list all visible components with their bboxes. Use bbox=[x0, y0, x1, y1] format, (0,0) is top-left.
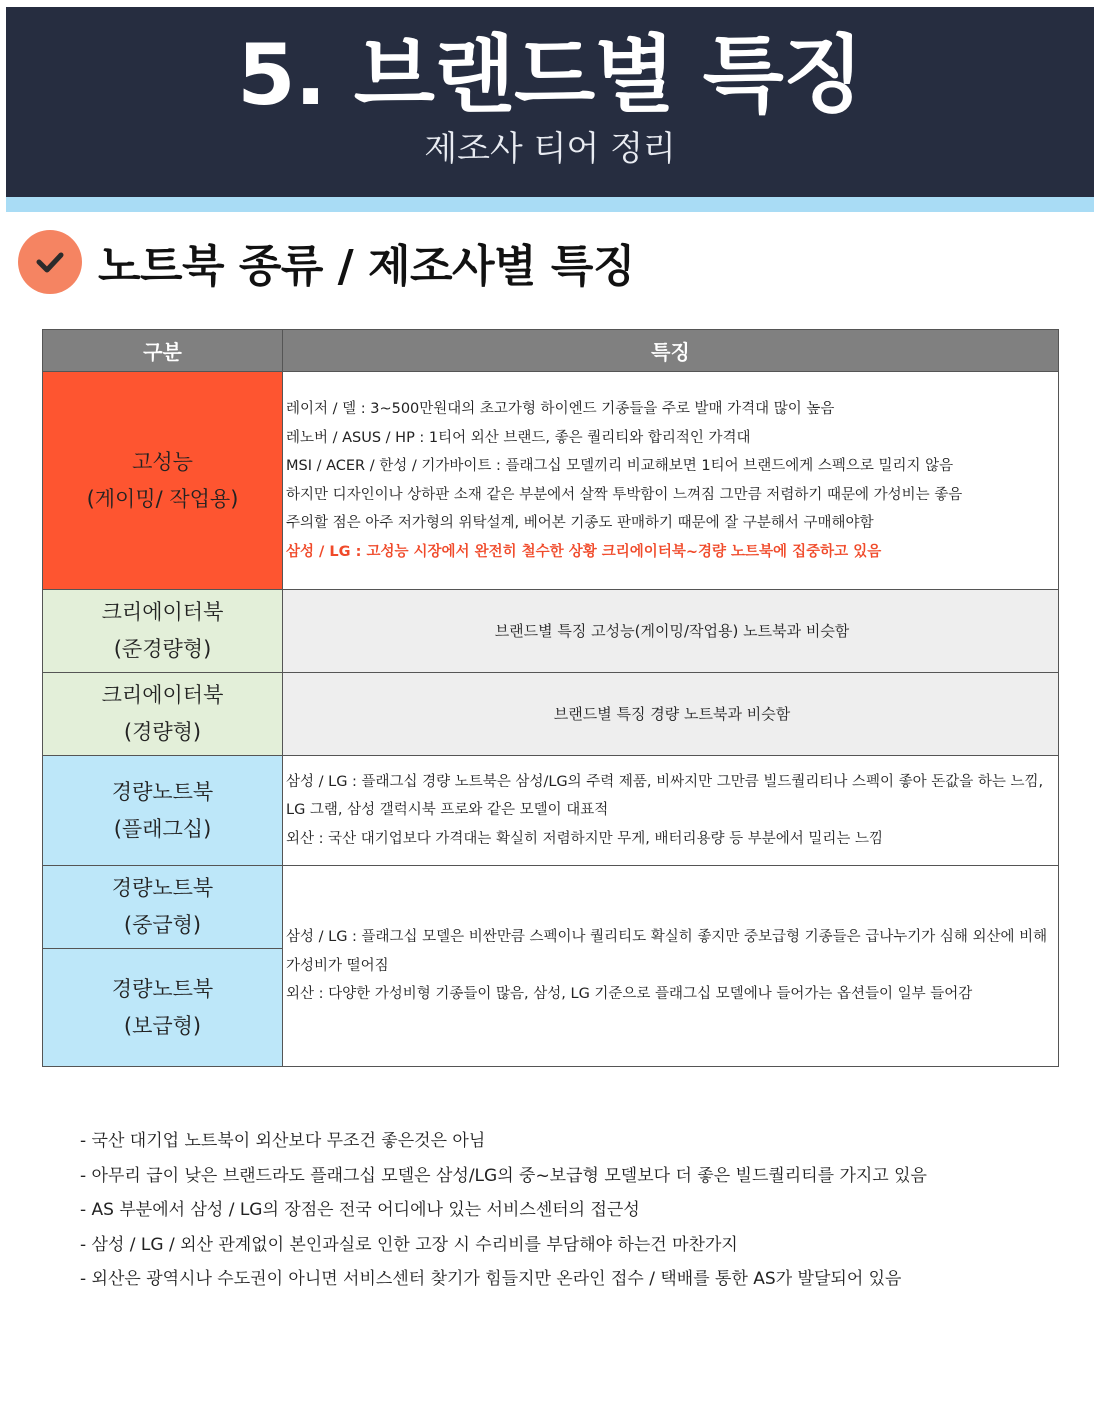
note-item: - 외산은 광역시나 수도권이 아니면 서비스센터 찾기가 힘들지만 온라인 접수 / 택배를 통한 AS가 발달되어 있음 bbox=[80, 1269, 902, 1289]
category-cell bbox=[43, 949, 283, 1067]
category-type: (준경량형) bbox=[113, 637, 212, 661]
note-item: - AS 부분에서 삼성 / LG의 장점은 전국 어디에나 있는 서비스센터의 접근성 bbox=[80, 1200, 640, 1220]
category-type: (보급형) bbox=[123, 1013, 202, 1038]
feature-cell-merged bbox=[283, 866, 1059, 1067]
category-name: 고성능 bbox=[132, 449, 193, 474]
category-cell bbox=[43, 673, 283, 756]
feature-cell: 브랜드별 특징 경량 노트북과 비슷함 bbox=[283, 673, 1059, 756]
table-row bbox=[43, 590, 1059, 673]
section-title: 노트북 종류 / 제조사별 특징 bbox=[98, 241, 635, 292]
page-title: 5. 브랜드별 특징 bbox=[237, 26, 863, 124]
feature-line: 외산 : 국산 대기업보다 가격대는 확실히 저렴하지만 무게, 배터리용량 등 부분에서 밀리는 느낌 bbox=[286, 830, 884, 847]
category-cell bbox=[43, 756, 283, 866]
table-header-row bbox=[43, 330, 1059, 372]
category-name: 경량노트북 bbox=[111, 779, 214, 804]
feature-highlight: 삼성 / LG : 고성능 시장에서 완전히 철수한 상황 크리에이터북~경량 노트북에 집중하고 있음 bbox=[286, 543, 882, 560]
category-type: (중급형) bbox=[123, 913, 202, 937]
note-item: - 국산 대기업 노트북이 외산보다 무조건 좋은것은 아님 bbox=[80, 1131, 486, 1151]
table-row bbox=[43, 756, 1059, 866]
note-item: - 아무리 급이 낮은 브랜드라도 플래그십 모델은 삼성/LG의 중~보급형 모델보다 더 좋은 빌드퀄리티를 가지고 있음 bbox=[80, 1165, 927, 1186]
feature-line: 삼성 / LG : 플래그십 경량 노트북은 삼성/LG의 주력 제품, 비싸지만 그만큼 빌드퀄리티나 스펙이 좋아 돈값을 하는 느낌, LG 그램, 삼성 갤럭시북 프로와 같은 모델이 대표적 bbox=[286, 773, 1044, 819]
page-subtitle: 제조사 티어 정리 bbox=[424, 129, 676, 169]
feature-line: 주의할 점은 아주 저가형의 위탁설계, 베어본 기종도 판매하기 때문에 잘 구분해서 구매해야함 bbox=[286, 515, 874, 531]
feature-line: MSI / ACER / 한성 / 기가바이트 : 플래그십 모델끼리 비교해보면 1티어 브랜드에게 스펙으로 밀리지 않음 bbox=[286, 458, 954, 474]
notes-list bbox=[80, 1124, 1060, 1297]
category-cell bbox=[43, 372, 283, 590]
category-type: (경량형) bbox=[123, 720, 202, 744]
feature-cell bbox=[283, 372, 1059, 590]
brand-features-table bbox=[42, 329, 1059, 1067]
category-name: 경량노트북 bbox=[111, 876, 214, 900]
table-row bbox=[43, 866, 1059, 949]
category-cell bbox=[43, 590, 283, 673]
table-row bbox=[43, 372, 1059, 590]
category-name: 경량노트북 bbox=[111, 976, 214, 1001]
feature-line: 하지만 디자인이나 상하판 소재 같은 부분에서 살짝 투박함이 느껴짐 그만큼 저렴하기 때문에 가성비는 좋음 bbox=[286, 486, 963, 503]
category-name: 크리에이터북 bbox=[101, 600, 224, 624]
category-cell bbox=[43, 866, 283, 949]
header-category: 구분 bbox=[43, 330, 283, 372]
feature-line: 외산 : 다양한 가성비형 기종들이 많음, 삼성, LG 기준으로 플래그십 모델에나 들어가는 옵션들이 일부 들어감 bbox=[286, 986, 973, 1003]
page-header bbox=[6, 7, 1094, 197]
note-item: - 삼성 / LG / 외산 관계없이 본인과실로 인한 고장 시 수리비를 부담해야 하는건 마찬가지 bbox=[80, 1234, 738, 1255]
header-features: 특징 bbox=[283, 330, 1059, 372]
feature-cell: 브랜드별 특징 고성능(게이밍/작업용) 노트북과 비슷함 bbox=[283, 590, 1059, 673]
header-stripe bbox=[6, 197, 1094, 212]
table-row bbox=[43, 673, 1059, 756]
feature-line: 레이저 / 델 : 3~500만원대의 초고가형 하이엔드 기종들을 주로 발매 가격대 많이 높음 bbox=[286, 401, 835, 417]
category-name: 크리에이터북 bbox=[101, 683, 224, 707]
category-type: (게이밍/ 작업용) bbox=[86, 486, 239, 511]
feature-line: 삼성 / LG : 플래그십 모델은 비싼만큼 스펙이나 퀄리티도 확실히 좋지만 중보급형 기종들은 급나누기가 심해 외산에 비해 가성비가 떨어짐 bbox=[286, 929, 1048, 974]
feature-line: 레노버 / ASUS / HP : 1티어 외산 브랜드, 좋은 퀄리티와 합리적인 가격대 bbox=[286, 429, 751, 446]
section-heading bbox=[18, 228, 635, 296]
feature-cell bbox=[283, 756, 1059, 866]
check-icon bbox=[18, 230, 82, 294]
category-type: (플래그십) bbox=[113, 816, 212, 841]
